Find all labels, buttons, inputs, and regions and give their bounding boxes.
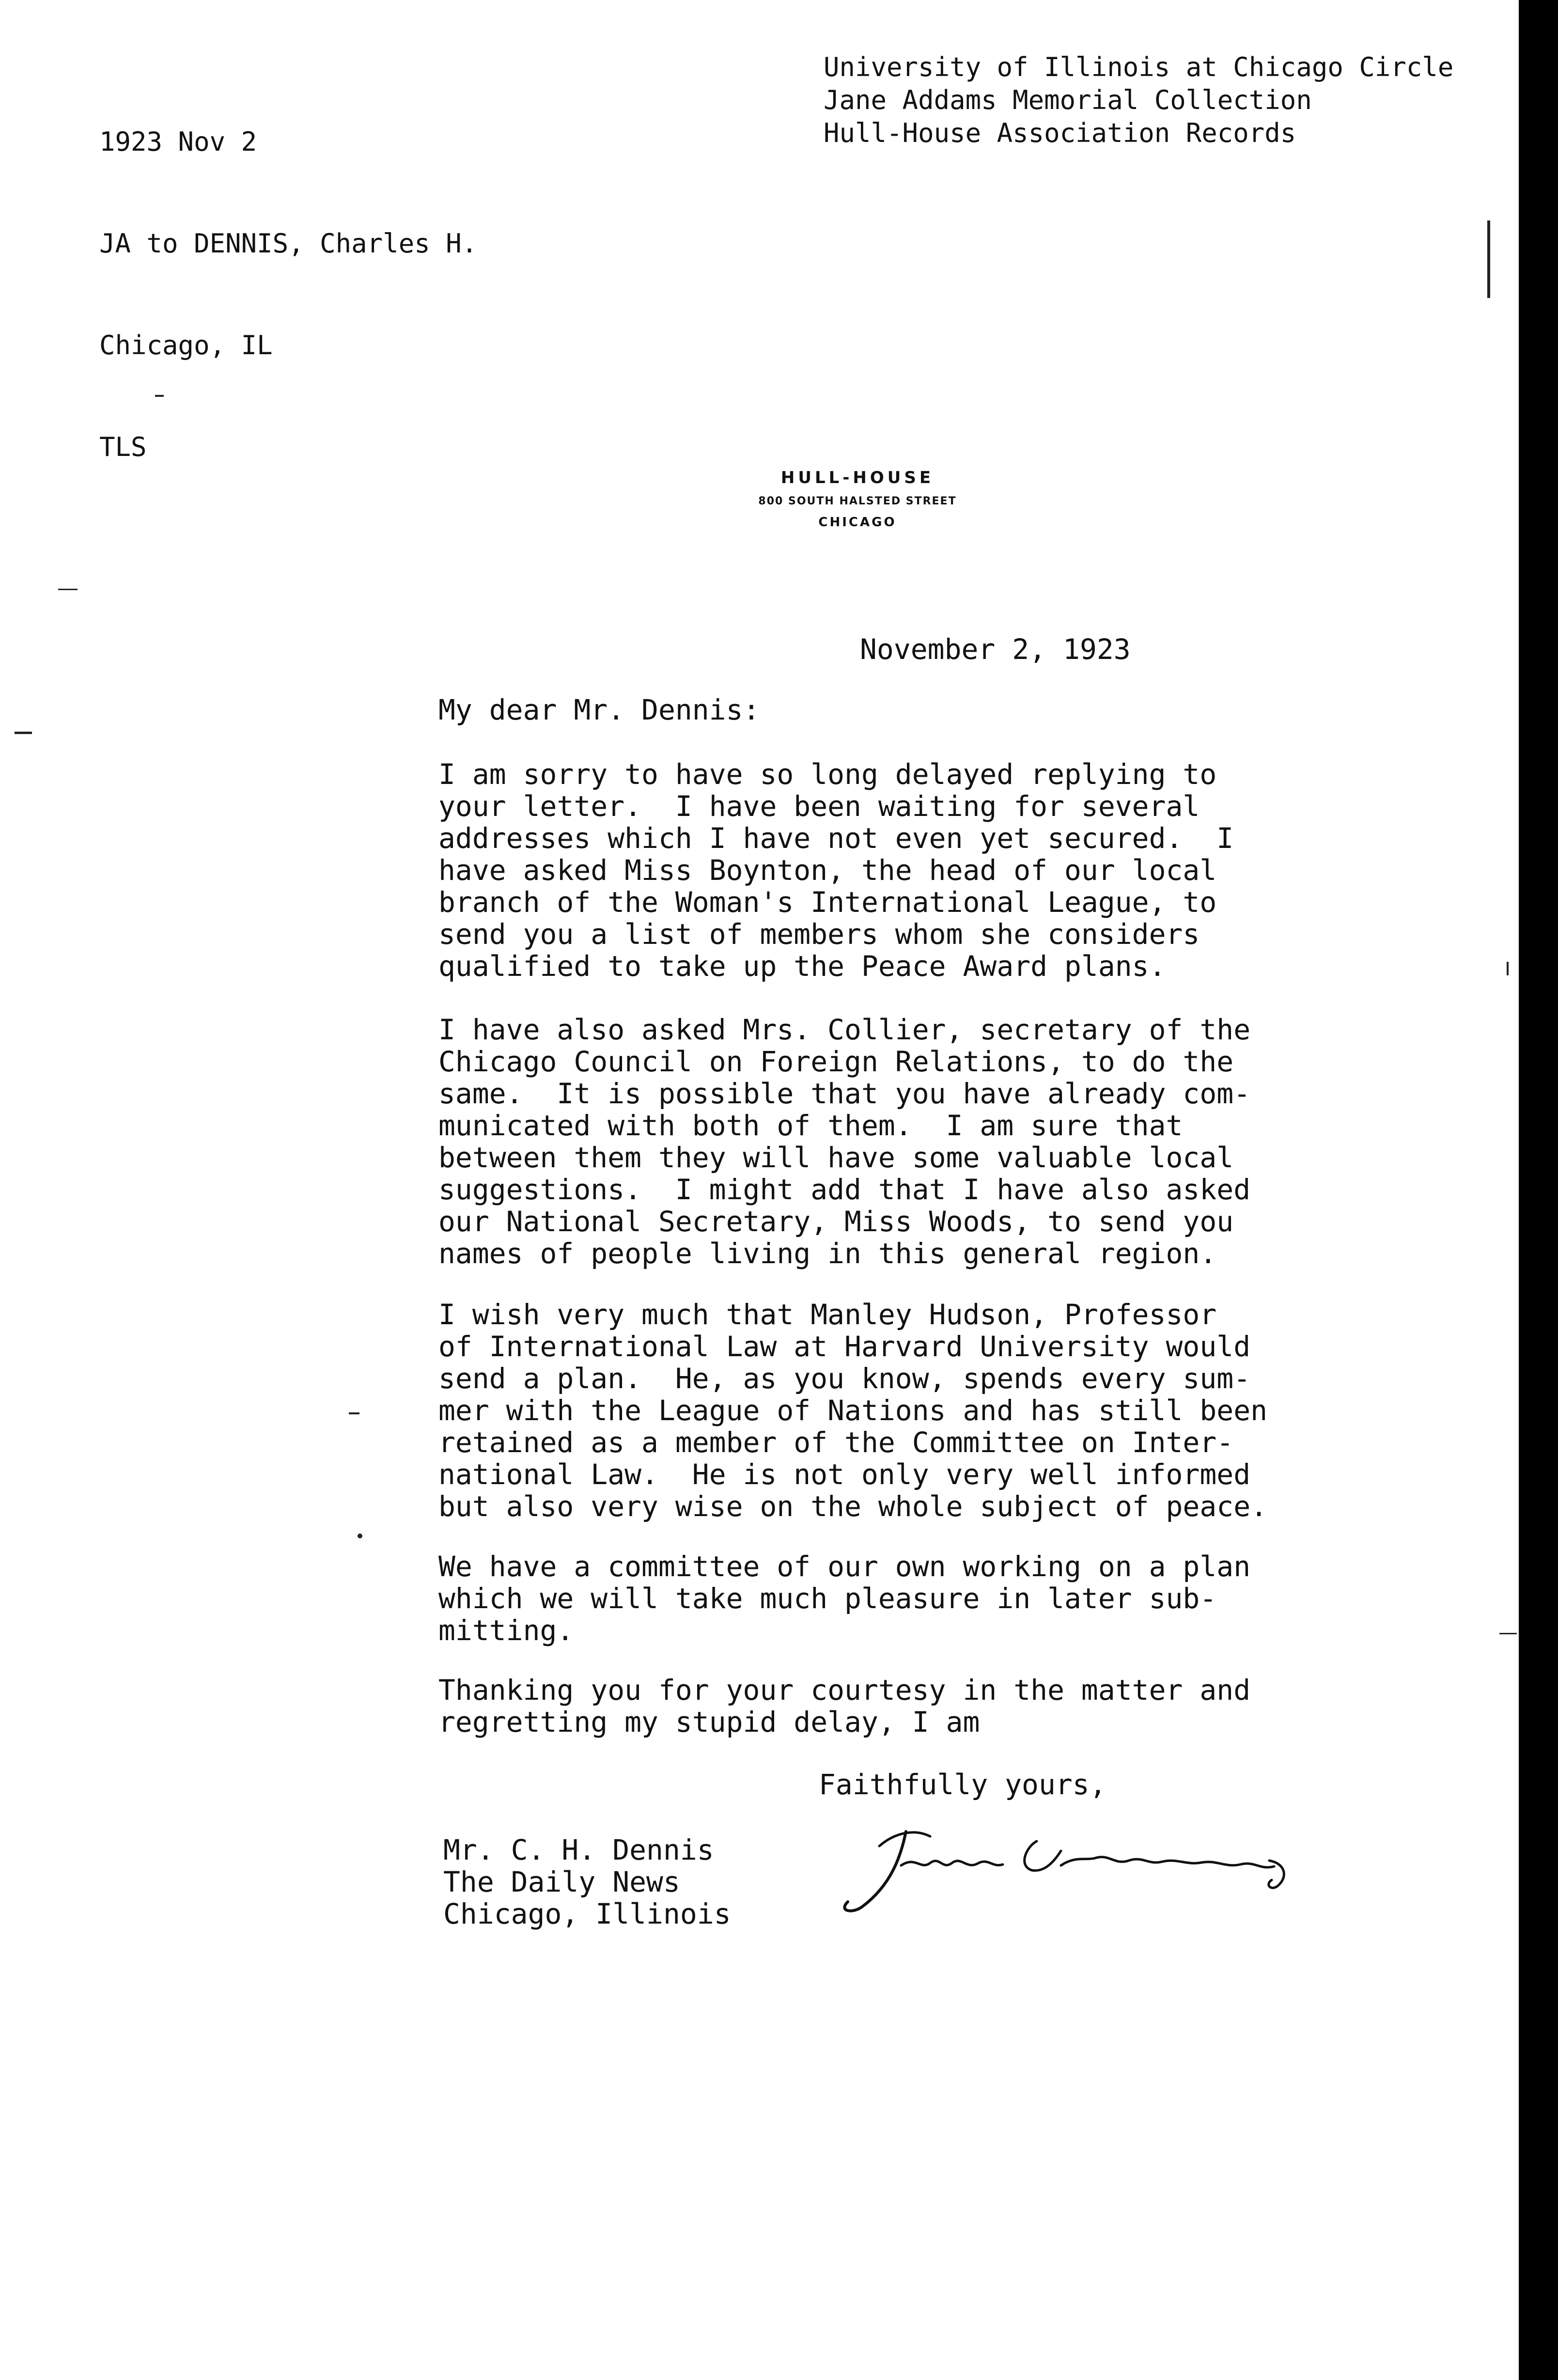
paragraph-line: of International Law at Harvard University would bbox=[438, 1330, 1251, 1363]
paragraph-line: your letter. I have been waiting for several bbox=[438, 790, 1200, 823]
paragraph-line: regretting my stupid delay, I am bbox=[438, 1706, 980, 1738]
letter-date: November 2, 1923 bbox=[860, 633, 1131, 666]
paragraph-line: between them they will have some valuable local bbox=[438, 1141, 1234, 1174]
paragraph-line: I wish very much that Manley Hudson, Professor bbox=[438, 1298, 1217, 1331]
salutation: My dear Mr. Dennis: bbox=[438, 693, 760, 726]
paragraph-line: qualified to take up the Peace Award plans. bbox=[438, 950, 1166, 983]
archive-metadata bbox=[99, 57, 477, 532]
paragraph-line: I am sorry to have so long delayed replying to bbox=[438, 758, 1217, 791]
body-paragraph-5 bbox=[438, 1674, 1250, 1738]
scan-speck bbox=[1507, 962, 1509, 975]
paragraph-line: mitting. bbox=[438, 1614, 574, 1647]
signature-icon bbox=[833, 1812, 1347, 1924]
paragraph-line: I have also asked Mrs. Collier, secretary of the bbox=[438, 1013, 1251, 1046]
body-paragraph-1 bbox=[438, 758, 1233, 982]
paragraph-line: mer with the League of Nations and has still been bbox=[438, 1394, 1268, 1427]
scan-edge bbox=[1519, 0, 1558, 2380]
scan-speck bbox=[155, 395, 164, 397]
body-paragraph-3 bbox=[438, 1299, 1267, 1522]
paragraph-line: suggestions. I might add that I have also asked bbox=[438, 1173, 1251, 1206]
closing: Faithfully yours, bbox=[819, 1768, 1106, 1801]
scan-speck bbox=[15, 732, 32, 734]
letterhead-address: 800 SOUTH HALSTED STREET bbox=[758, 495, 957, 507]
paragraph-line: addresses which I have not even yet secured. I bbox=[438, 822, 1234, 855]
letterhead-city: CHICAGO bbox=[818, 515, 897, 530]
scan-speck bbox=[358, 1534, 362, 1538]
scan-speck bbox=[349, 1412, 359, 1414]
scan-speck bbox=[1487, 220, 1490, 298]
archive-source bbox=[824, 51, 1453, 150]
recipient-organization: The Daily News bbox=[443, 1865, 680, 1898]
paragraph-line: send you a list of members whom she considers bbox=[438, 918, 1200, 951]
body-paragraph-2 bbox=[438, 1014, 1250, 1269]
archive-records: Hull-House Association Records bbox=[824, 118, 1296, 148]
recipient-name: Mr. C. H. Dennis bbox=[443, 1833, 714, 1866]
archive-collection: Jane Addams Memorial Collection bbox=[824, 85, 1312, 115]
paragraph-line: national Law. He is not only very well informed bbox=[438, 1458, 1251, 1491]
paragraph-line: names of people living in this general region. bbox=[438, 1237, 1217, 1270]
paragraph-line: retained as a member of the Committee on Inter- bbox=[438, 1426, 1234, 1459]
paragraph-line: our National Secretary, Miss Woods, to send you bbox=[438, 1205, 1234, 1238]
archive-place: Chicago, IL bbox=[99, 330, 273, 360]
paragraph-line: have asked Miss Boynton, the head of our local bbox=[438, 854, 1217, 887]
letterhead bbox=[639, 465, 1075, 532]
archive-correspondents: JA to DENNIS, Charles H. bbox=[99, 228, 478, 259]
paragraph-line: branch of the Woman's International League, to bbox=[438, 886, 1217, 919]
archive-doc-type: TLS bbox=[99, 432, 147, 462]
paragraph-line: Thanking you for your courtesy in the matter and bbox=[438, 1674, 1251, 1707]
paragraph-line: Chicago Council on Foreign Relations, to do the bbox=[438, 1045, 1234, 1078]
body-paragraph-4 bbox=[438, 1550, 1250, 1646]
paragraph-line: which we will take much pleasure in later sub- bbox=[438, 1582, 1217, 1615]
recipient-address bbox=[443, 1834, 731, 1930]
paragraph-line: but also very wise on the whole subject of peace. bbox=[438, 1490, 1268, 1523]
recipient-city: Chicago, Illinois bbox=[443, 1897, 731, 1930]
paragraph-line: send a plan. He, as you know, spends every sum- bbox=[438, 1362, 1251, 1395]
letterhead-name: HULL-HOUSE bbox=[780, 468, 935, 487]
paragraph-line: municated with both of them. I am sure that bbox=[438, 1109, 1183, 1142]
archive-date: 1923 Nov 2 bbox=[99, 126, 257, 157]
archive-institution: University of Illinois at Chicago Circle bbox=[824, 52, 1454, 82]
scan-speck bbox=[58, 589, 78, 590]
paragraph-line: same. It is possible that you have already com- bbox=[438, 1077, 1251, 1110]
scan-speck bbox=[1499, 1633, 1517, 1634]
paragraph-line: We have a committee of our own working on a plan bbox=[438, 1550, 1251, 1583]
